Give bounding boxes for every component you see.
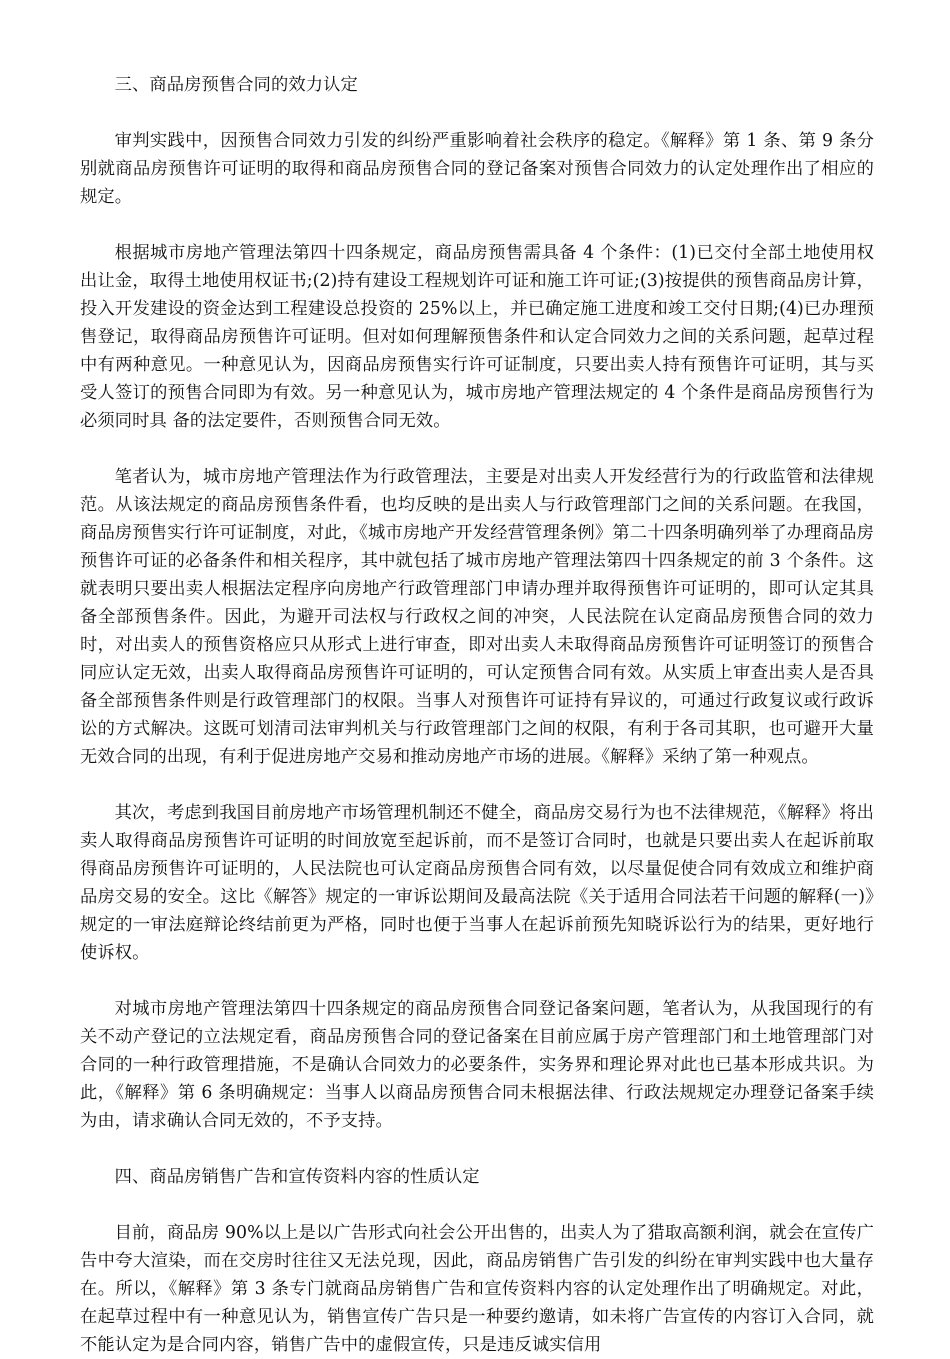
paragraph: 审判实践中，因预售合同效力引发的纠纷严重影响着社会秩序的稳定。《解释》第 1 条、第 9 条分别就商品房预售许可证明的取得和商品房预售合同的登记备案对预售合同效力的认定处理作出了相应的规定。: [80, 131, 874, 207]
paragraph: 对城市房地产管理法第四十四条规定的商品房预售合同登记备案问题，笔者认为，从我国现行的有关不动产登记的立法规定看，商品房预售合同的登记备案在目前应属于房产管理部门和土地管理部门对合同的一种行政管理措施，不是确认合同效力的必要条件，实务界和理论界对此也已基本形成共识。为此，《解释》第 6 条明确规定：当事人以商品房预售合同未根据法律、行政法规规定办理登记备案手续为由，请求确认合同无效的，不予支持。: [80, 999, 874, 1131]
paragraph: 目前，商品房 90%以上是以广告形式向社会公开出售的，出卖人为了猎取高额利润，就会在宣传广告中夸大渲染，而在交房时往往又无法兑现，因此，商品房销售广告引发的纠纷在审判实践中也大量存在。所以，《解释》第 3 条专门就商品房销售广告和宣传资料内容的认定处理作出了明确规定。对此，在起草过程中有一种意见认为，销售宣传广告只是一种要约邀请，如未将广告宣传的内容订入合同，就不能认定为是合同内容，销售广告中的虚假宣传，只是违反诚实信用: [80, 1223, 874, 1355]
paragraph: 笔者认为，城市房地产管理法作为行政管理法，主要是对出卖人开发经营行为的行政监管和法律规范。从该法规定的商品房预售条件看，也均反映的是出卖人与行政管理部门之间的关系问题。在我国，商品房预售实行许可证制度，对此，《城市房地产开发经营管理条例》第二十四条明确列举了办理商品房预售许可证的必备条件和相关程序，其中就包括了城市房地产管理法第四十四条规定的前 3 个条件。这就表明只要出卖人根据法定程序向房地产行政管理部门申请办理并取得预售许可证明的，即可认定其具备全部预售条件。因此，为避开司法权与行政权之间的冲突，人民法院在认定商品房预售合同的效力时，对出卖人的预售资格应只从形式上进行审查，即对出卖人未取得商品房预售许可证明签订的预售合同应认定无效，出卖人取得商品房预售许可证明的，可认定预售合同有效。从实质上审查出卖人是否具备全部预售条件则是行政管理部门的权限。当事人对预售许可证持有异议的，可通过行政复议或行政诉讼的方式解决。这既可划清司法审判机关与行政管理部门之间的权限，有利于各司其职，也可避开大量无效合同的出现，有利于促进房地产交易和推动房地产市场的进展。《解释》采纳了第一种观点。: [80, 467, 874, 767]
paragraph: 根据城市房地产管理法第四十四条规定，商品房预售需具备 4 个条件：(1)已交付全部土地使用权出让金，取得土地使用权证书;(2)持有建设工程规划许可证和施工许可证;(3)按提供的预售商品房计算，投入开发建设的资金达到工程建设总投资的 25%以上，并已确定施工进度和竣工交付日期;(4)已办理预售登记，取得商品房预售许可证明。但对如何理解预售条件和认定合同效力之间的关系问题，起草过程中有两种意见。一种意见认为，因商品房预售实行许可证制度，只要出卖人持有预售许可证明，其与买受人签订的预售合同即为有效。另一种意见认为，城市房地产管理法规定的 4 个条件是商品房预售行为必须同时具 备的法定要件，否则预售合同无效。: [80, 243, 874, 431]
section-heading: 四、商品房销售广告和宣传资料内容的性质认定: [114, 1167, 480, 1187]
paragraph: 其次，考虑到我国目前房地产市场管理机制还不健全，商品房交易行为也不法律规范，《解释》将出卖人取得商品房预售许可证明的时间放宽至起诉前，而不是签订合同时，也就是只要出卖人在起诉前取得商品房预售许可证明的，人民法院也可认定商品房预售合同有效，以尽量促使合同有效成立和维护商品房交易的安全。这比《解答》规定的一审诉讼期间及最高法院《关于适用合同法若干问题的解释(一)》规定的一审法庭辩论终结前更为严格，同时也便于当事人在起诉前预先知晓诉讼行为的结果，更好地行使诉权。: [80, 803, 874, 963]
section-heading: 三、商品房预售合同的效力认定: [114, 75, 358, 95]
